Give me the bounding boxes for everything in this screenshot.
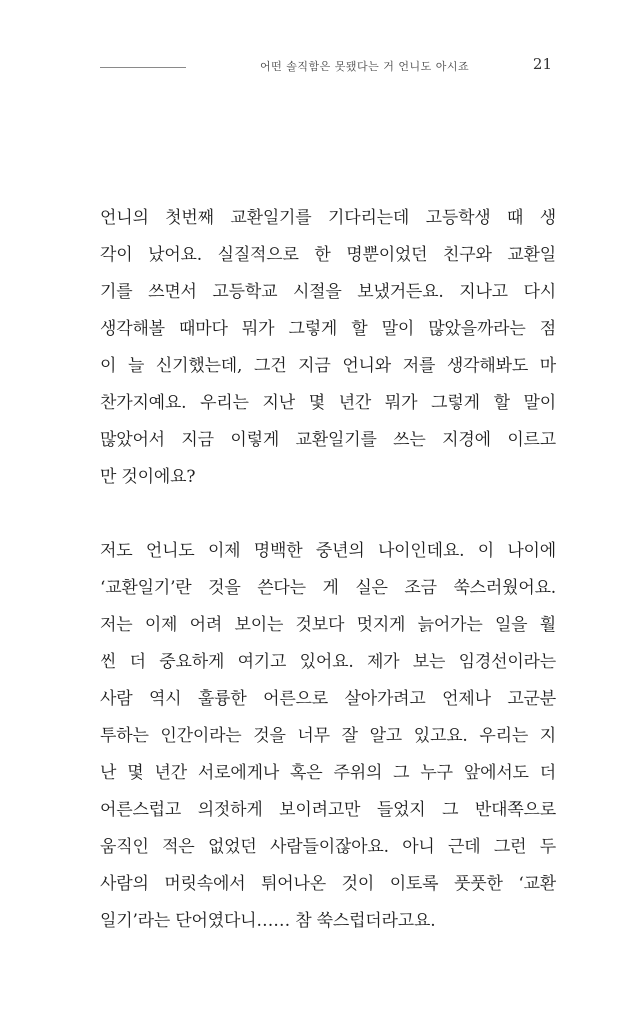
text-line: 어른스럽고 의젓하게 보이려고만 들었지 그 반대쪽으로 xyxy=(100,800,556,820)
header-rule xyxy=(100,67,186,68)
text-line: ‘교환일기’란 것을 쓴다는 게 실은 조금 쑥스러웠어요. xyxy=(100,578,556,598)
text-line: 만 것이에요? xyxy=(100,467,196,487)
text-line: 움직인 적은 없었던 사람들이잖아요. 아니 근데 그런 두 xyxy=(100,837,556,857)
text-line: 사람의 머릿속에서 튀어나온 것이 이토록 풋풋한 ‘교환 xyxy=(100,874,556,894)
page-number: 21 xyxy=(532,55,552,73)
text-line: 생각해볼 때마다 뭐가 그렇게 할 말이 많았을까라는 점 xyxy=(100,319,556,339)
text-line: 찬가지예요. 우리는 지난 몇 년간 뭐가 그렇게 할 말이 xyxy=(100,393,556,413)
text-line: 사람 역시 훌륭한 어른으로 살아가려고 언제나 고군분 xyxy=(100,689,556,709)
text-line: 이 늘 신기했는데, 그건 지금 언니와 저를 생각해봐도 마 xyxy=(100,356,556,376)
text-line: 기를 쓰면서 고등학교 시절을 보냈거든요. 지나고 다시 xyxy=(100,282,556,302)
text-line: 일기’라는 단어였다니…… 참 쑥스럽더라고요. xyxy=(100,911,436,931)
text-line: 난 몇 년간 서로에게나 혹은 주위의 그 누구 앞에서도 더 xyxy=(100,763,556,783)
text-line: 씬 더 중요하게 여기고 있어요. 제가 보는 임경선이라는 xyxy=(100,652,556,672)
text-line: 투하는 인간이라는 것을 너무 잘 알고 있고요. 우리는 지 xyxy=(100,726,556,746)
body-text xyxy=(100,200,556,940)
paragraph-1 xyxy=(100,200,556,496)
paragraph-2 xyxy=(100,533,556,940)
text-line: 많았어서 지금 이렇게 교환일기를 쓰는 지경에 이르고 xyxy=(100,430,556,450)
text-line: 저는 이제 어려 보이는 것보다 멋지게 늙어가는 일을 훨 xyxy=(100,615,556,635)
text-line: 저도 언니도 이제 명백한 중년의 나이인데요. 이 나이에 xyxy=(100,541,556,561)
text-line: 언니의 첫번째 교환일기를 기다리는데 고등학생 때 생 xyxy=(100,208,556,228)
text-line: 각이 났어요. 실질적으로 한 명뿐이었던 친구와 교환일 xyxy=(100,245,556,265)
running-head: 어떤 솔직함은 못됐다는 거 언니도 아시죠 xyxy=(260,60,470,73)
